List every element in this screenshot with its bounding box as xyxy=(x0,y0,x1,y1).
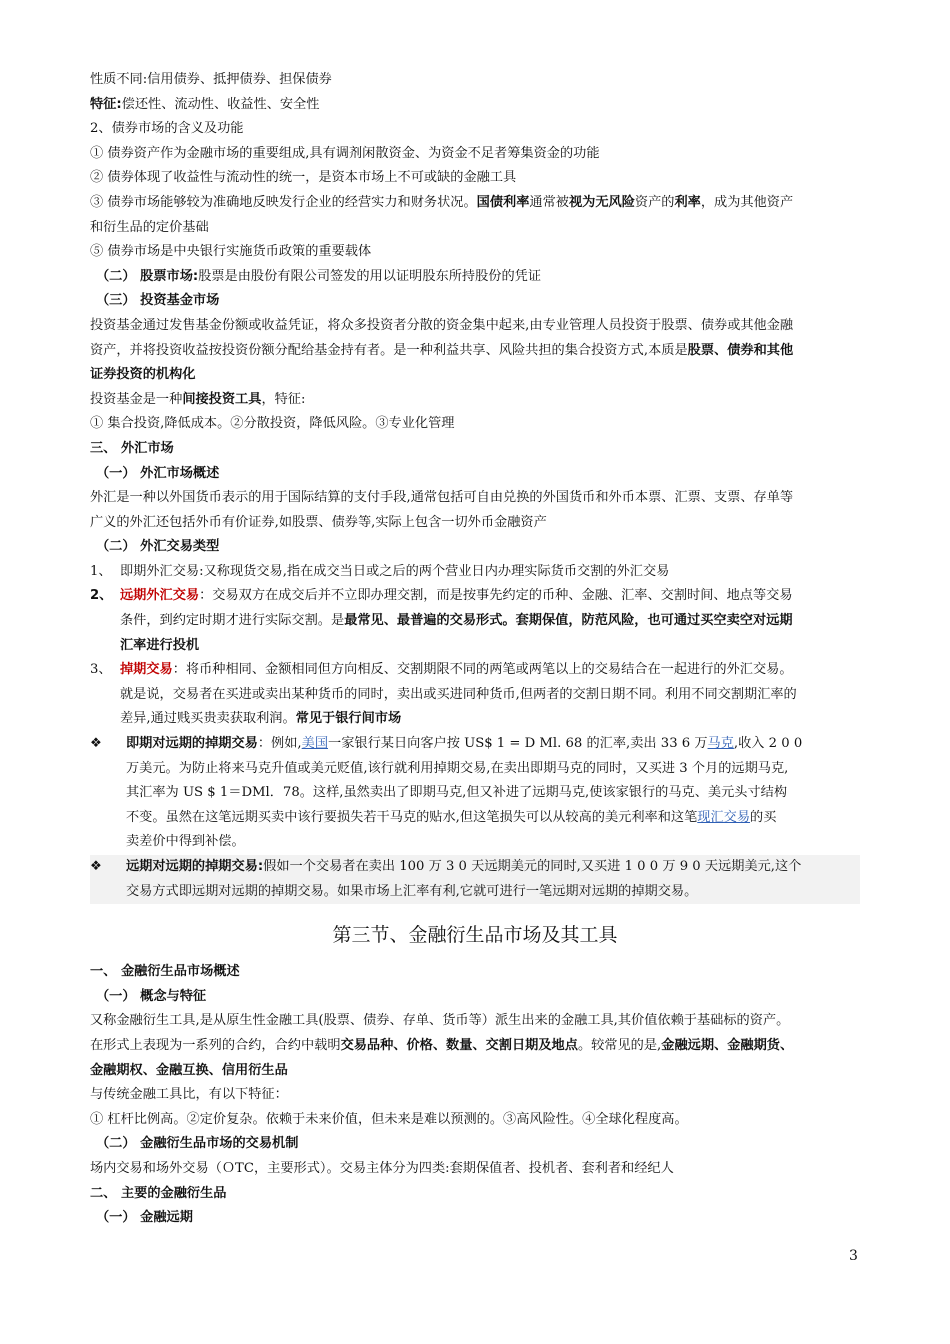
text-line xyxy=(90,634,860,659)
text-line xyxy=(90,806,860,831)
section-heading xyxy=(90,1132,860,1157)
section-heading xyxy=(90,535,860,560)
bold-text: 金融期权、金融互换、信用衍生品 xyxy=(90,1062,288,1078)
text: ,收入 2 0 0 xyxy=(733,736,803,752)
bold-text: 二、 主要的金融衍生品 xyxy=(90,1185,227,1201)
text: 又称金融衍生工具,是从原生性金融工具(股票、债券、存单、货币等）派生出来的金融工具,其价值依赖于基础标的资产。 xyxy=(90,1013,790,1029)
bold-text: 即期对远期的掉期交易 xyxy=(126,736,258,752)
text-line xyxy=(90,880,860,905)
bold-text: （一） 外汇市场概述 xyxy=(96,465,220,481)
link-usa[interactable]: 美国 xyxy=(301,736,329,752)
page-number: 3 xyxy=(849,1248,858,1264)
text-line xyxy=(90,93,860,118)
bold-text: 股票、债券和其他 xyxy=(687,342,794,358)
diamond-bullet-icon: ❖ xyxy=(90,736,102,752)
text: 。较常见的是, xyxy=(577,1037,662,1053)
text: ：将币种相同、金额相同但方向相反、交割期限不同的两笔或两笔以上的交易结合在一起进行的外汇交易。 xyxy=(172,662,793,678)
link-mark[interactable]: 马克 xyxy=(707,736,734,752)
link-spot-exchange[interactable]: 现汇交易 xyxy=(697,809,751,825)
text: 就是说，交易者在买进或卖出某种货币的同时，卖出或买进同种货币,但两者的交割日期不同。利用不同交割期汇率的 xyxy=(120,686,797,702)
text: 其汇率为 US $ 1＝DMl．78。这样,虽然卖出了即期马克,但又补进了远期马克,使该家银行的马克、美元头寸结构 xyxy=(126,785,788,801)
text-line xyxy=(90,757,860,782)
text-line xyxy=(90,388,860,413)
list-item xyxy=(90,584,860,609)
list-item xyxy=(90,658,860,683)
section-heading xyxy=(90,1206,860,1231)
list-item xyxy=(90,560,860,585)
bold-text: 一、 金融衍生品市场概述 xyxy=(90,964,240,980)
text: 一家银行某日向客户按 US$ 1 = D Ml. 68 的汇率,卖出 33 6 万 xyxy=(328,736,708,752)
text-line xyxy=(90,1108,860,1133)
text: 偿还性、流动性、收益性、安全性 xyxy=(121,96,320,112)
diamond-bullet-icon: ❖ xyxy=(90,859,102,874)
text-line xyxy=(90,166,860,191)
text: ：例如, xyxy=(257,736,302,752)
text: 交易方式即远期对远期的掉期交易。如果市场上汇率有利,它就可进行一笔远期对远期的掉期交易。 xyxy=(126,883,698,899)
section-heading xyxy=(90,960,860,985)
text-line xyxy=(90,363,860,388)
text-line xyxy=(90,412,860,437)
text: 广义的外汇还包括外币有价证券,如股票、债券等,实际上包含一切外币金融资产 xyxy=(90,514,547,530)
text: 在形式上表现为一系列的合约，合约中载明 xyxy=(90,1037,341,1053)
text: 投资基金通过发售基金份额或收益凭证，将众多投资者分散的资金集中起来,由专业管理人员投资于股票、债券或其他金融 xyxy=(90,317,794,333)
text: 假如一个交易者在卖出 100 万 3 0 天远期美元的同时,又买进 1 0 0 万 9 0 天远期美元,这个 xyxy=(263,859,802,874)
text-line xyxy=(90,1059,860,1084)
text: ⑤ 债券市场是中央银行实施货币政策的重要载体 xyxy=(90,244,372,260)
document-body xyxy=(90,68,860,1231)
list-number: 3、 xyxy=(90,662,112,678)
text: ① 集合投资,降低成本。②分散投资，降低风险。③专业化管理 xyxy=(90,416,455,432)
red-bold-text: 远期外汇交易 xyxy=(120,588,200,604)
text: 卖差价中得到补偿。 xyxy=(126,834,245,850)
bold-text: （一） 概念与特征 xyxy=(96,988,207,1004)
text: 外汇是一种以外国货币表示的用于国际结算的支付手段,通常包括可自由兑换的外国货币和外币本票、汇票、支票、存单等 xyxy=(90,490,794,506)
text: ：交易双方在成交后并不立即办理交割，而是按事先约定的币种、金融、汇率、交割时间、地点等交易 xyxy=(199,588,793,604)
section-heading xyxy=(90,265,860,290)
text: 资产的 xyxy=(634,194,675,210)
text: 股票是由股份有限公司签发的用以证明股东所持股份的凭证 xyxy=(198,268,542,284)
text-line xyxy=(90,142,860,167)
bold-text: 特征: xyxy=(90,96,122,112)
text: 差异,通过贱买贵卖获取利润。 xyxy=(120,711,296,727)
text: 条件，到约定时期才进行实际交割。是 xyxy=(120,613,345,629)
text-line xyxy=(90,486,860,511)
bullet-item xyxy=(90,732,860,757)
text: 的买 xyxy=(750,809,777,825)
bold-text: 间接投资工具 xyxy=(182,391,262,407)
text: 与传统金融工具比，有以下特征： xyxy=(90,1087,288,1103)
text-line xyxy=(90,1034,860,1059)
bold-text: 国债利率 xyxy=(476,194,530,210)
text: 场内交易和场外交易（ＯTC，主要形式）。交易主体分为四类:套期保值者、投机者、套利者和经纪人 xyxy=(90,1160,674,1176)
text-line xyxy=(90,609,860,634)
text-line xyxy=(90,781,860,806)
text: 和衍生品的定价基础 xyxy=(90,219,209,235)
bold-text: 金融远期、金融期货、 xyxy=(661,1037,794,1053)
section-heading xyxy=(90,1182,860,1207)
text-line xyxy=(90,216,860,241)
bold-text: 证券投资的机构化 xyxy=(90,367,196,383)
section-heading xyxy=(90,462,860,487)
list-number: 1、 xyxy=(90,563,112,579)
text-line xyxy=(90,511,860,536)
text-line xyxy=(90,191,860,216)
text: 不变。虽然在这笔远期买卖中该行要损失若干马克的贴水,但这笔损失可以从较高的美元利率和这笔 xyxy=(126,809,698,825)
text-line xyxy=(90,1083,860,1108)
bold-text: 常见于银行间市场 xyxy=(295,711,402,727)
section-heading xyxy=(90,289,860,314)
text: ① 债券资产作为金融市场的重要组成,具有调剂闲散资金、为资金不足者筹集资金的功能 xyxy=(90,145,600,161)
list-number: 2、 xyxy=(90,588,113,604)
text: ② 债券体现了收益性与流动性的统一，是资本市场上不可或缺的金融工具 xyxy=(90,170,517,186)
section-title: 第三节、金融衍生品市场及其工具 xyxy=(332,924,618,947)
bold-text: （二） 金融衍生品市场的交易机制 xyxy=(96,1136,299,1152)
section-heading xyxy=(90,985,860,1010)
text-line xyxy=(90,68,860,93)
text-line xyxy=(90,1009,860,1034)
bold-text: 利率 xyxy=(674,194,701,210)
text: ，成为其他资产 xyxy=(700,194,794,210)
text-line xyxy=(90,1157,860,1182)
text-line xyxy=(90,314,860,339)
text: 通常被 xyxy=(529,194,569,210)
text-line xyxy=(90,830,860,855)
bold-text: （一） 金融远期 xyxy=(96,1210,193,1226)
bold-text: 交易品种、价格、数量、交割日期及地点 xyxy=(340,1037,578,1053)
bold-text: 三、 外汇市场 xyxy=(90,440,174,456)
bold-text: 远期对远期的掉期交易: xyxy=(126,859,264,874)
text: ，特征: xyxy=(261,391,306,407)
text-line xyxy=(90,683,860,708)
bold-text: 视为无风险 xyxy=(568,194,635,210)
shaded-block xyxy=(90,855,860,904)
text-line xyxy=(90,117,860,142)
text: ③ 债券市场能够较为准确地反映发行企业的经营实力和财务状况。 xyxy=(90,194,477,210)
text: 万美元。为防止将来马克升值或美元贬值,该行就利用掉期交易,在卖出即期马克的同时，又买进 3 个月的远期马克, xyxy=(126,760,789,776)
bullet-item xyxy=(90,855,860,880)
text: 资产，并将投资收益按投资份额分配给基金持有者。是一种利益共享、风险共担的集合投资方式,本质是 xyxy=(90,342,688,358)
bold-text: （二） 股票市场: xyxy=(96,268,199,284)
red-bold-text: 掉期交易 xyxy=(120,662,173,678)
text: 2、债券市场的含义及功能 xyxy=(90,121,244,137)
bold-text: 汇率进行投机 xyxy=(120,637,200,653)
text-line xyxy=(90,707,860,732)
text-line xyxy=(90,240,860,265)
section-heading xyxy=(90,437,860,462)
text: 投资基金是一种 xyxy=(90,391,183,407)
text: 性质不同:信用债券、抵押债券、担保债券 xyxy=(90,72,332,87)
bold-text: （三） 投资基金市场 xyxy=(96,293,220,309)
bold-text: （二） 外汇交易类型 xyxy=(96,539,220,555)
text: ① 杠杆比例高。②定价复杂。依赖于未来价值，但未来是难以预测的。③高风险性。④全球化程度高。 xyxy=(90,1111,688,1127)
text: 即期外汇交易:又称现货交易,指在成交当日或之后的两个营业日内办理实际货币交割的外汇交易 xyxy=(120,563,670,579)
text-line xyxy=(90,339,860,364)
bold-text: 最常见、最普遍的交易形式。套期保值，防范风险，也可通过买空卖空对远期 xyxy=(344,613,793,629)
